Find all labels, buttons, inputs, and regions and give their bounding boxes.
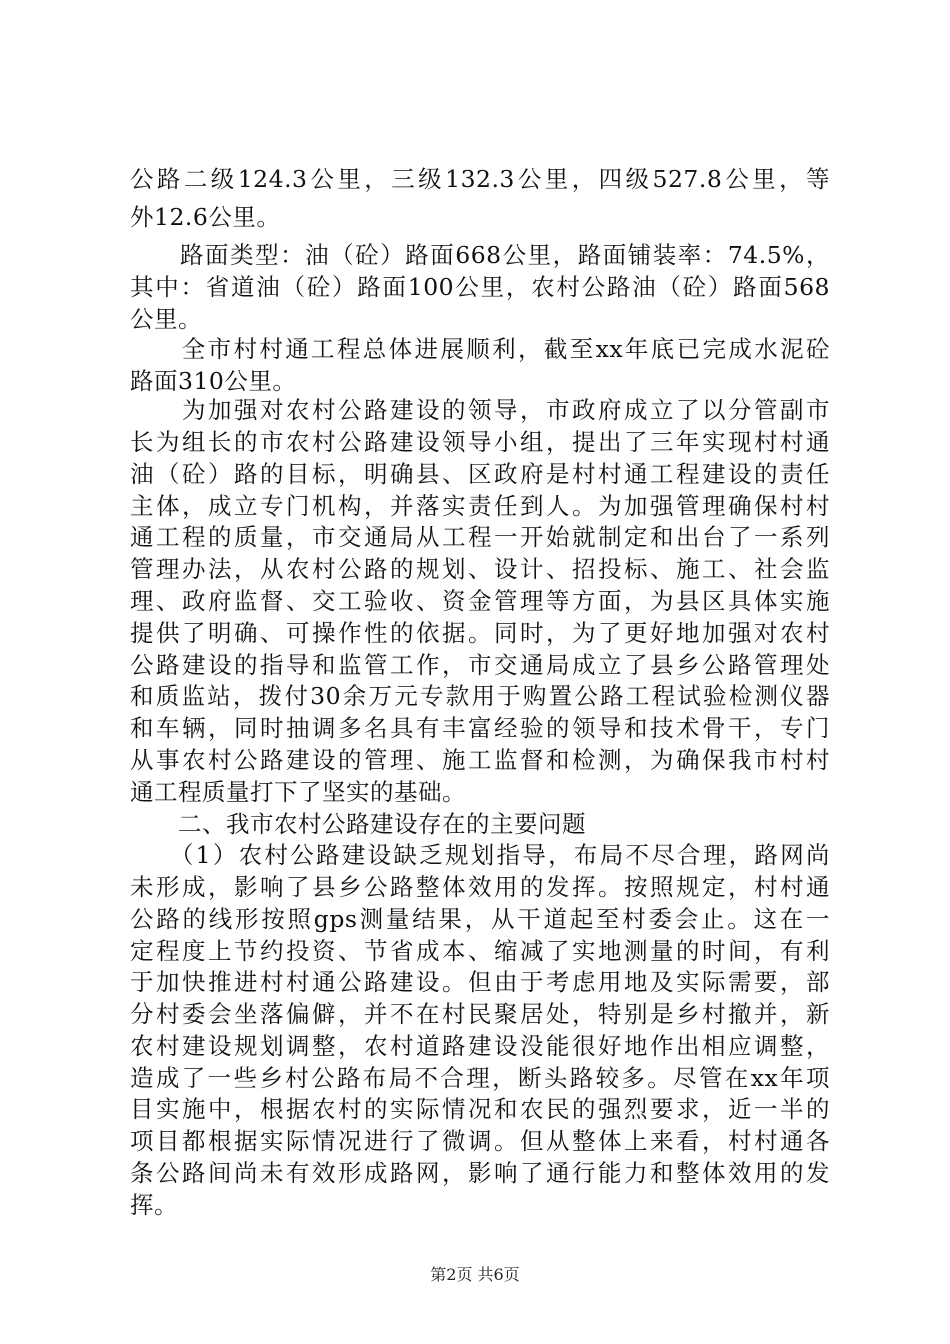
text-line: 和质监站，拨付30余万元专款用于购置公路工程试验检测仪器 xyxy=(130,682,830,710)
text-line: 公路的线形按照gps测量结果，从干道起至村委会止。这在一 xyxy=(130,905,830,933)
text-line: 理、政府监督、交工验收、资金管理等方面，为县区具体实施 xyxy=(130,587,830,615)
text-line: （1）农村公路建设缺乏规划指导，布局不尽合理，路网尚 xyxy=(130,841,830,869)
text-line: 于加快推进村村通公路建设。但由于考虑用地及实际需要，部 xyxy=(130,968,830,996)
text-line: 公路建设的指导和监管工作，市交通局成立了县乡公路管理处 xyxy=(130,651,830,679)
text-line: 从事农村公路建设的管理、施工监督和检测，为确保我市村村 xyxy=(130,746,830,774)
text-line: 项目都根据实际情况进行了微调。但从整体上来看，村村通各 xyxy=(130,1127,830,1155)
text-line: 外12.6公里。 xyxy=(130,203,281,231)
text-line: 长为组长的市农村公路建设领导小组，提出了三年实现村村通 xyxy=(130,428,830,456)
text-line: 主体，成立专门机构，并落实责任到人。为加强管理确保村村 xyxy=(130,492,830,520)
section-heading: 二、我市农村公路建设存在的主要问题 xyxy=(130,810,586,838)
text-line: 农村建设规划调整，农村道路建设没能很好地作出相应调整， xyxy=(130,1032,830,1060)
text-line: 公里。 xyxy=(130,305,202,333)
text-line: 分村委会坐落偏僻，并不在村民聚居处，特别是乡村撤并，新 xyxy=(130,1000,830,1028)
text-line: 造成了一些乡村公路布局不合理，断头路较多。尽管在xx年项 xyxy=(130,1064,830,1092)
text-line: 定程度上节约投资、节省成本、缩减了实地测量的时间，有利 xyxy=(130,937,830,965)
text-line: 和车辆，同时抽调多名具有丰富经验的领导和技术骨干，专门 xyxy=(130,714,830,742)
text-line: 全市村村通工程总体进展顺利，截至xx年底已完成水泥砼 xyxy=(130,335,830,363)
text-line: 通工程的质量，市交通局从工程一开始就制定和出台了一系列 xyxy=(130,523,830,551)
text-line: 条公路间尚未有效形成路网，影响了通行能力和整体效用的发 xyxy=(130,1159,830,1187)
page-number-footer: 第2页 共6页 xyxy=(430,1265,520,1284)
text-line: 为加强对农村公路建设的领导，市政府成立了以分管副市 xyxy=(130,396,830,424)
text-line: 挥。 xyxy=(130,1191,178,1219)
text-line: 通工程质量打下了坚实的基础。 xyxy=(130,778,466,806)
text-line: 路面类型：油（砼）路面668公里，路面铺装率：74.5%， xyxy=(130,241,830,269)
text-line: 公路二级124.3公里，三级132.3公里，四级527.8公里，等 xyxy=(130,165,830,193)
text-line: 其中：省道油（砼）路面100公里，农村公路油（砼）路面568 xyxy=(130,273,830,301)
text-line: 目实施中，根据农村的实际情况和农民的强烈要求，近一半的 xyxy=(130,1095,830,1123)
text-line: 油（砼）路的目标，明确县、区政府是村村通工程建设的责任 xyxy=(130,460,830,488)
text-line: 未形成，影响了县乡公路整体效用的发挥。按照规定，村村通 xyxy=(130,873,830,901)
text-line: 路面310公里。 xyxy=(130,367,297,395)
text-line: 管理办法，从农村公路的规划、设计、招投标、施工、社会监 xyxy=(130,555,830,583)
text-line: 提供了明确、可操作性的依据。同时，为了更好地加强对农村 xyxy=(130,619,830,647)
